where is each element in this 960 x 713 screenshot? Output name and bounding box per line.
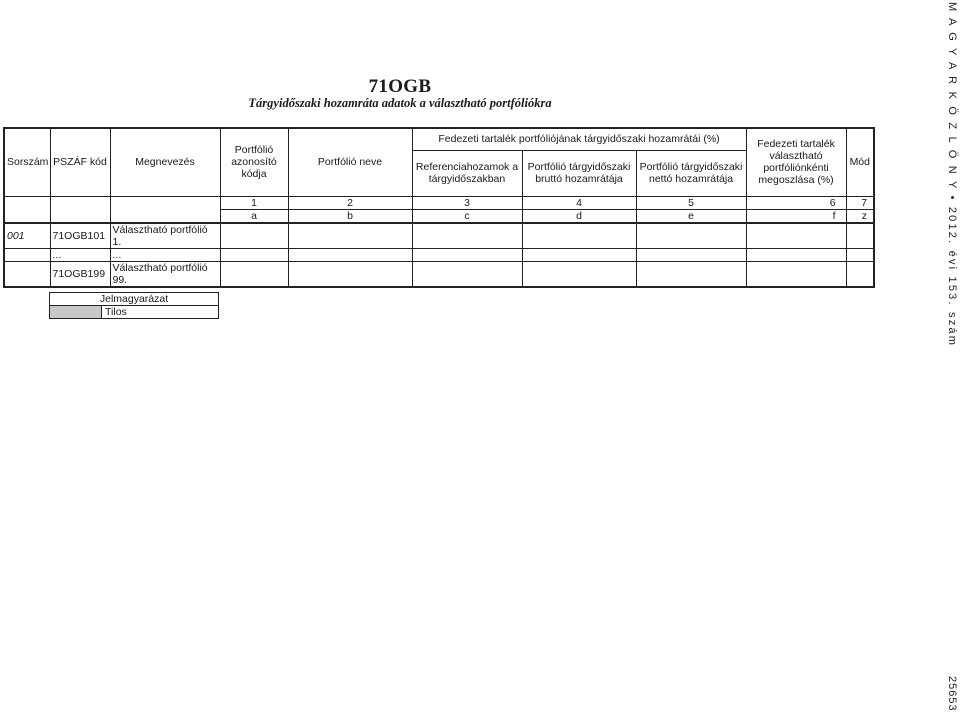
row-cell-3[interactable] [412, 223, 522, 249]
row-cell-5[interactable] [636, 248, 746, 261]
legend-label-tilos: Tilos [102, 306, 219, 319]
col-number-1: 1 [220, 196, 288, 209]
header-hozamratak-group: Fedezeti tartalék portfóliójának tárgyidőszaki hozamrátái (%) [412, 128, 746, 150]
form-subtitle: Tárgyidőszaki hozamráta adatok a választható portfóliókra [248, 96, 552, 110]
row-cell-3[interactable] [412, 261, 522, 287]
blank-cell [4, 196, 50, 209]
form-code-title: 71OGB [368, 76, 432, 97]
row-cell-4[interactable] [522, 223, 636, 249]
row-pszaf-kod: ... [50, 248, 110, 261]
row-cell-1[interactable] [220, 261, 288, 287]
row-pszaf-kod: 71OGB101 [50, 223, 110, 249]
row-sorszam: 001 [4, 223, 50, 249]
row-cell-7[interactable] [846, 248, 874, 261]
row-cell-6[interactable] [746, 261, 846, 287]
page-number: 25653 [946, 676, 958, 712]
table-row [4, 248, 874, 261]
col-number-2: 2 [288, 196, 412, 209]
row-cell-2[interactable] [288, 223, 412, 249]
row-sorszam [4, 248, 50, 261]
col-number-6: 6 [746, 196, 846, 209]
row-cell-4[interactable] [522, 248, 636, 261]
row-cell-7[interactable] [846, 223, 874, 249]
header-pszaf-kod: PSZÁF kód [50, 128, 110, 196]
blank-cell [110, 209, 220, 223]
header-megoszlas: Fedezeti tartalék választható portfóliónkénti megoszlása (%) [746, 128, 846, 196]
col-letter-b: b [288, 209, 412, 223]
col-number-4: 4 [522, 196, 636, 209]
row-cell-1[interactable] [220, 248, 288, 261]
row-cell-7[interactable] [846, 261, 874, 287]
header-brutto: Portfólió tárgyidőszaki bruttó hozamrátája [522, 150, 636, 196]
blank-cell [50, 209, 110, 223]
legend-title: Jelmagyarázat [50, 293, 219, 306]
legend-table [49, 292, 219, 319]
row-cell-6[interactable] [746, 248, 846, 261]
row-cell-2[interactable] [288, 248, 412, 261]
table-row [4, 261, 874, 287]
header-sorszam: Sorszám [4, 128, 50, 196]
col-letter-d: d [522, 209, 636, 223]
blank-cell [50, 196, 110, 209]
row-sorszam [4, 261, 50, 287]
table-row [4, 223, 874, 249]
row-cell-6[interactable] [746, 223, 846, 249]
running-header: M A G Y A R K Ö Z L Ö N Y • 2012. évi 153. szám [946, 2, 958, 348]
blank-cell [4, 209, 50, 223]
row-megnevezes: Választható portfólió 1. [110, 223, 220, 249]
side-margin [946, 0, 960, 713]
row-cell-2[interactable] [288, 261, 412, 287]
col-number-7: 7 [846, 196, 874, 209]
row-cell-4[interactable] [522, 261, 636, 287]
header-portfolio-azonosito: Portfólió azonosító kódja [220, 128, 288, 196]
col-letter-f: f [746, 209, 846, 223]
row-cell-5[interactable] [636, 261, 746, 287]
row-cell-1[interactable] [220, 223, 288, 249]
row-cell-5[interactable] [636, 223, 746, 249]
header-portfolio-neve: Portfólió neve [288, 128, 412, 196]
header-megnevezes: Megnevezés [110, 128, 220, 196]
row-megnevezes: ... [110, 248, 220, 261]
col-letter-z: z [846, 209, 874, 223]
data-table [3, 127, 875, 288]
row-megnevezes: Választható portfólió 99. [110, 261, 220, 287]
col-letter-c: c [412, 209, 522, 223]
blank-cell [110, 196, 220, 209]
col-number-5: 5 [636, 196, 746, 209]
header-netto: Portfólió tárgyidőszaki nettó hozamrátája [636, 150, 746, 196]
header-mod: Mód [846, 128, 874, 196]
row-pszaf-kod: 71OGB199 [50, 261, 110, 287]
row-cell-3[interactable] [412, 248, 522, 261]
col-number-3: 3 [412, 196, 522, 209]
col-letter-e: e [636, 209, 746, 223]
header-referencia: Referenciahozamok a tárgyidőszakban [412, 150, 522, 196]
legend-swatch-tilos [50, 306, 102, 319]
col-letter-a: a [220, 209, 288, 223]
